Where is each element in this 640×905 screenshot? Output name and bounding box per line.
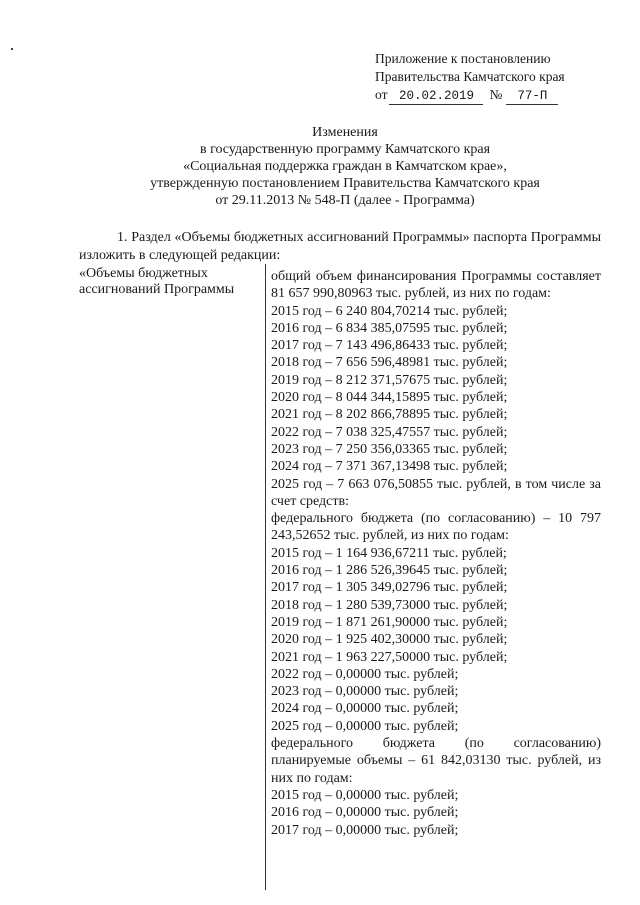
federal-year-line: 2018 год – 1 280 539,73000 тыс. рублей; <box>271 597 508 613</box>
federal-year-line: 2017 год – 1 305 349,02796 тыс. рублей; <box>271 580 508 596</box>
header-line-1: Приложение к постановлению <box>375 51 551 66</box>
federal-year-line: 2023 год – 0,00000 тыс. рублей; <box>271 684 459 700</box>
total-year-line: 2022 год – 7 038 325,47557 тыс. рублей; <box>271 424 508 440</box>
federal-year-line: 2025 год – 0,00000 тыс. рублей; <box>271 718 459 734</box>
total-year-line: 2024 год – 7 371 367,13498 тыс. рублей; <box>271 459 508 475</box>
total-year-line: 2016 год – 6 834 385,07595 тыс. рублей; <box>271 320 508 336</box>
number-prefix: № <box>489 87 503 102</box>
title-line-1: Изменения <box>312 125 378 140</box>
federal-year-line: 2024 год – 0,00000 тыс. рублей; <box>271 701 459 717</box>
total-year-line: 2020 год – 8 044 344,15895 тыс. рублей; <box>271 390 508 406</box>
decree-date: 20.02.2019 <box>389 89 483 105</box>
row-label: «Объемы бюджетных ассигнований Программы <box>79 266 235 297</box>
federal-year-line: 2019 год – 1 871 261,90000 тыс. рублей; <box>271 614 508 630</box>
total-year-line: 2017 год – 7 143 496,86433 тыс. рублей; <box>271 338 508 354</box>
total-year-line: 2025 год – 7 663 076,50855 тыс. рублей, в том числе за счет средств: <box>271 476 601 509</box>
title-line-3: «Социальная поддержка граждан в Камчатском крае», <box>183 159 507 174</box>
table-divider <box>265 264 266 890</box>
planned-year-line: 2017 год – 0,00000 тыс. рублей; <box>271 822 459 838</box>
title-line-2: в государственную программу Камчатского края <box>199 142 491 157</box>
planned-year-line: 2015 год – 0,00000 тыс. рублей; <box>271 787 459 803</box>
planned-year-line: 2016 год – 0,00000 тыс. рублей; <box>271 805 459 821</box>
scan-speck <box>11 48 13 50</box>
planned-years-list <box>271 787 601 839</box>
federal-year-line: 2016 год – 1 286 526,39645 тыс. рублей; <box>271 563 508 579</box>
total-year-line: 2015 год – 6 240 804,70214 тыс. рублей; <box>271 303 508 319</box>
federal-budget-text: федерального бюджета (по согласованию) – 10 797 243,52652 тыс. рублей, из них по годам: <box>271 511 601 544</box>
federal-year-line: 2020 год – 1 925 402,30000 тыс. рублей; <box>271 632 508 648</box>
item-1-paragraph <box>79 229 601 264</box>
federal-years-list <box>271 545 601 735</box>
document-title <box>0 124 640 209</box>
planned-federal-text: федерального бюджета (по согласованию) планируемые объемы – 61 842,03130 тыс. рублей, из них по годам: <box>271 736 601 786</box>
header-line-2: Правительства Камчатского края <box>375 69 565 84</box>
header-date-line <box>375 86 615 105</box>
title-line-4: утвержденную постановлением Правительства Камчатского края <box>150 176 540 191</box>
federal-year-line: 2021 год – 1 963 227,50000 тыс. рублей; <box>271 649 508 665</box>
total-years-list <box>271 303 601 511</box>
total-year-line: 2023 год – 7 250 356,03365 тыс. рублей; <box>271 441 508 457</box>
date-prefix: от <box>375 87 388 102</box>
total-year-line: 2021 год – 8 202 866,78895 тыс. рублей; <box>271 407 508 423</box>
federal-year-line: 2015 год – 1 164 936,67211 тыс. рублей; <box>271 545 507 561</box>
decree-number: 77-П <box>506 89 558 105</box>
title-line-5: от 29.11.2013 № 548-П (далее - Программа) <box>215 193 475 208</box>
total-year-line: 2018 год – 7 656 596,48981 тыс. рублей; <box>271 355 508 371</box>
total-year-line: 2019 год – 8 212 371,57675 тыс. рублей; <box>271 372 508 388</box>
federal-year-line: 2022 год – 0,00000 тыс. рублей; <box>271 666 459 682</box>
item-1-text: 1. Раздел «Объемы бюджетных ассигнований Программы» паспорта Программы изложить в следующей редакции: <box>79 230 601 263</box>
total-financing-text: общий объем финансирования Программы составляет 81 657 990,80963 тыс. рублей, из них по годам: <box>271 269 601 302</box>
appendix-header <box>375 50 615 105</box>
financing-content <box>271 268 601 839</box>
